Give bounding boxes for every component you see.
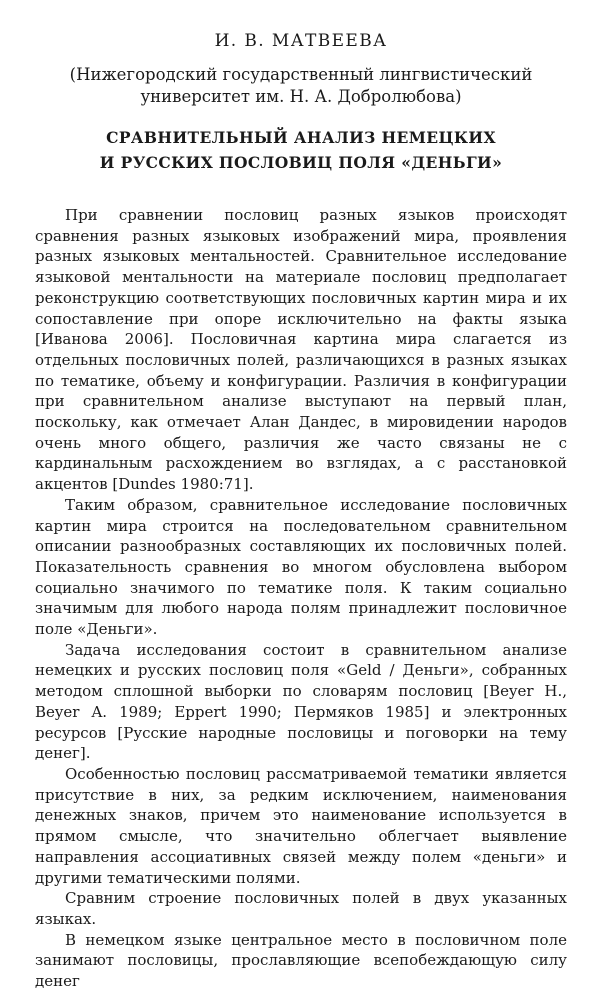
- body-paragraph-4: Особенностью пословиц рассматриваемой тематики является присутствие в них, за редким исключением, наименования денежных знаков, причем это наименование используется в прямом смысле, что значительно облегчает выявление направления ассоциативных связей между полем «деньги» и другими тематическими полями.: [35, 764, 567, 887]
- author-name: И. В. МАТВЕЕВА: [214, 31, 388, 51]
- author-affiliation: (Нижегородский государственный лингвистический университет им. Н. А. Добролюбова): [69, 65, 533, 106]
- body-paragraph-3: Задача исследования состоит в сравнительном анализе немецких и русских пословиц поля «Geld / Деньги», собранных методом сплошной выборки по словарям пословиц [Beyer H., Beyer A. 1989; Eppert 1990; Пермяков 1985] и электронных ресурсов [Русские народные пословицы и поговорки на тему денег].: [35, 640, 567, 763]
- article-title: СРАВНИТЕЛЬНЫЙ АНАЛИЗ НЕМЕЦКИХ И РУССКИХ ПОСЛОВИЦ ПОЛЯ «ДЕНЬГИ»: [99, 128, 503, 172]
- body-paragraph-5: Сравним строение пословичных полей в двух указанных языках.: [35, 889, 567, 928]
- article-page: [35, 30, 567, 992]
- body-paragraph-6: В немецком языке центральное место в пословичном поле занимают пословицы, прославляющие всепобеждающую силу денег: [35, 930, 567, 991]
- article-body: [35, 205, 567, 992]
- body-paragraph-2: Таким образом, сравнительное исследование пословичных картин мира строится на последовательном сравнительном описании разнообразных составляющих их пословичных полей. Показательность сравнения во многом обусловлена выбором социально значимого по тематике поля. К таким социально значимым для любого народа полям принадлежит пословичное поле «Деньги».: [35, 495, 567, 639]
- body-paragraph-1: При сравнении пословиц разных языков происходят сравнения разных языковых изображений мира, проявления разных языковых ментальностей. Сравнительное исследование языковой ментальности на материале пословиц предполагает реконструкцию соответствующих пословичных картин мира и их сопоставление при опоре исключительно на факты языка [Иванова 2006]. Пословичная картина мира слагается из отдельных пословичных полей, различающихся в разных языках по тематике, объему и конфигурации. Различия в конфигурации при сравнительном анализе выступают на первый план, поскольку, как отмечает Алан Дандес, в мировидении народов очень много общего, различия же часто связаны не с кардинальным расхождением во взглядах, а с расстановкой акцентов [Dundes 1980:71].: [35, 206, 567, 494]
